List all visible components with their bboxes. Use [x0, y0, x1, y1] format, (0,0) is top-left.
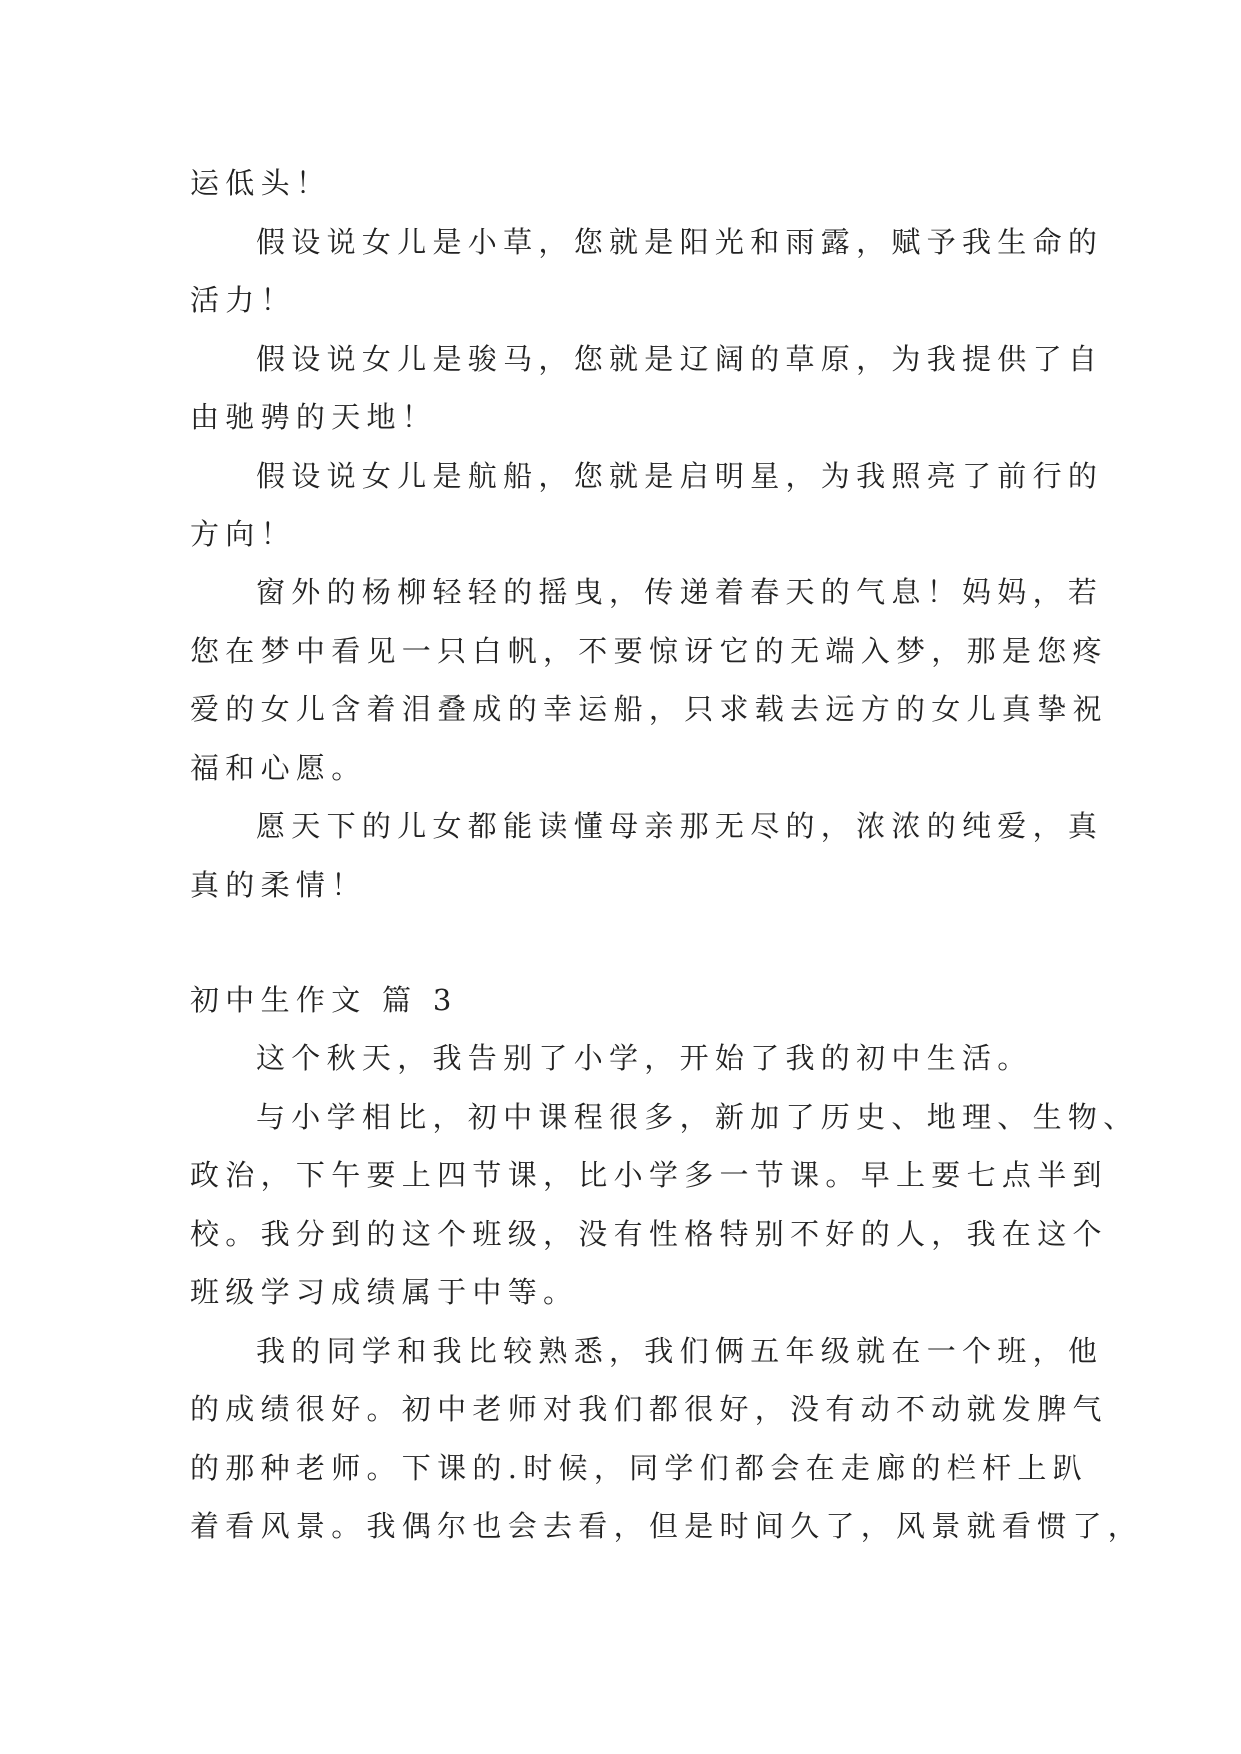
text-line: 福和心愿。 — [190, 751, 367, 785]
text-line: 运低头！ — [190, 166, 332, 200]
text-line: 愿天下的儿女都能读懂母亲那无尽的，浓浓的纯爱，真 — [256, 809, 1104, 843]
text-line: 政治，下午要上四节课，比小学多一节课。早上要七点半到 — [190, 1158, 1108, 1192]
section-heading: 初中生作文 篇 3 — [190, 983, 458, 1017]
text-line: 的成绩很好。初中老师对我们都很好，没有动不动就发脾气 — [190, 1392, 1108, 1426]
text-line: 真的柔情！ — [190, 868, 367, 902]
text-line: 班级学习成绩属于中等。 — [190, 1275, 579, 1309]
text-line: 我的同学和我比较熟悉，我们俩五年级就在一个班，他 — [256, 1334, 1104, 1368]
text-line: 假设说女儿是航船，您就是启明星，为我照亮了前行的 — [256, 459, 1104, 493]
text-line: 活力！ — [190, 283, 296, 317]
text-line: 窗外的杨柳轻轻的摇曳，传递着春天的气息！妈妈，若 — [256, 575, 1104, 609]
text-line: 方向！ — [190, 517, 296, 551]
text-line: 这个秋天，我告别了小学，开始了我的初中生活。 — [256, 1041, 1033, 1075]
text-line: 校。我分到的这个班级，没有性格特别不好的人，我在这个 — [190, 1217, 1108, 1251]
text-line: 假设说女儿是骏马，您就是辽阔的草原，为我提供了自 — [256, 342, 1104, 376]
text-line: 由驰骋的天地！ — [190, 400, 438, 434]
text-line: 您在梦中看见一只白帆，不要惊讶它的无端入梦，那是您疼 — [190, 634, 1108, 668]
text-line: 爱的女儿含着泪叠成的幸运船，只求载去远方的女儿真挚祝 — [190, 692, 1108, 726]
text-line: 的那种老师。下课的.时候，同学们都会在走廊的栏杆上趴 — [190, 1451, 1089, 1485]
text-line: 与小学相比，初中课程很多，新加了历史、地理、生物、 — [256, 1100, 1139, 1134]
text-line: 着看风景。我偶尔也会去看，但是时间久了，风景就看惯了， — [190, 1509, 1144, 1543]
text-line: 假设说女儿是小草，您就是阳光和雨露，赋予我生命的 — [256, 225, 1104, 259]
